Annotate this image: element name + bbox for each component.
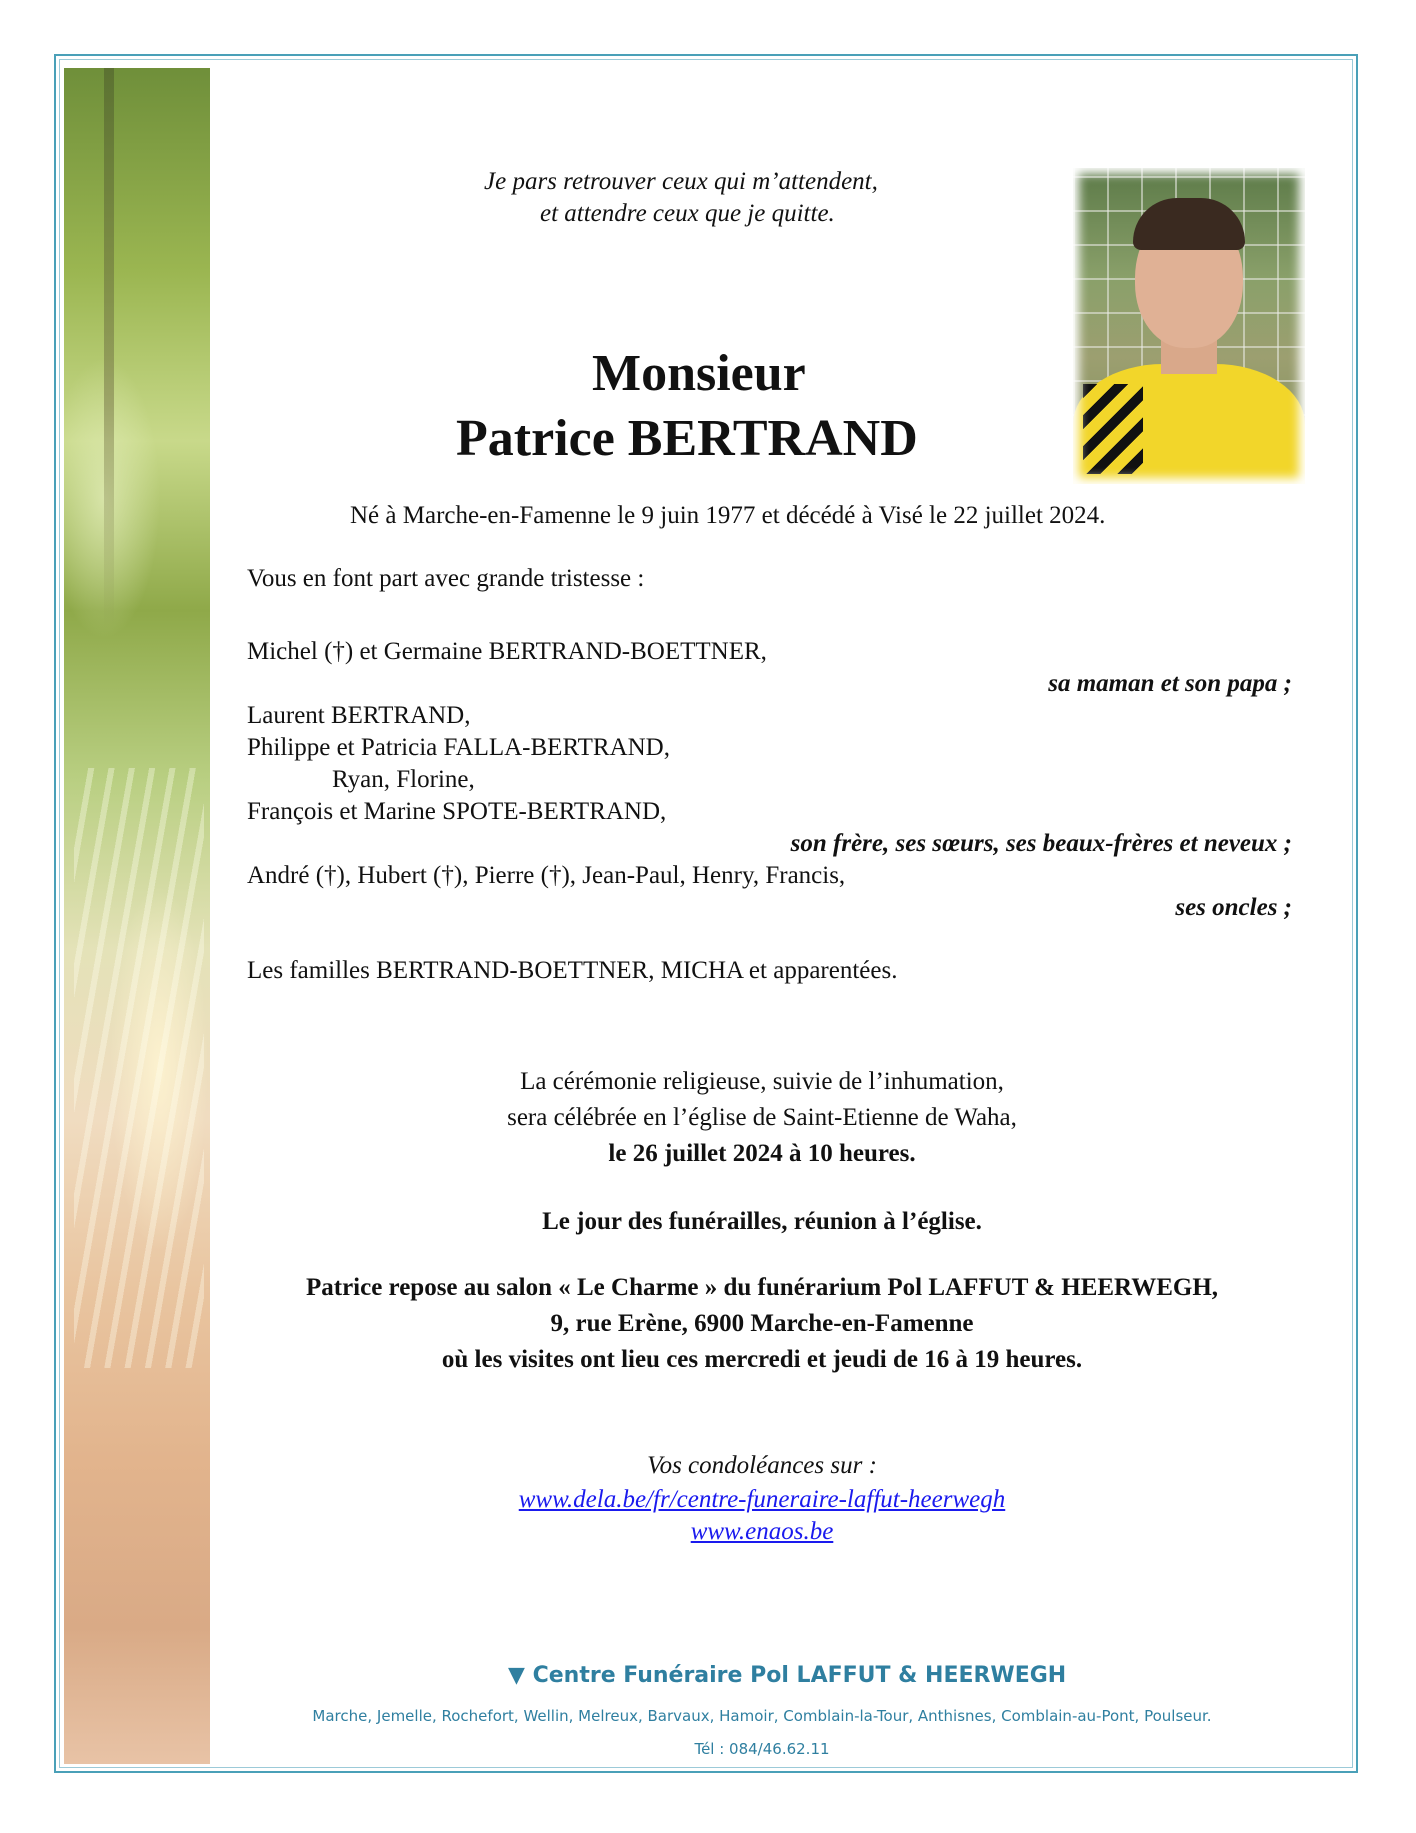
family-siblings-role: son frère, ses sœurs, ses beaux-frères et neveux ; (790, 830, 1292, 857)
family-uncles-role: ses oncles ; (1175, 894, 1292, 921)
portrait-photo (1073, 168, 1305, 484)
footer-company (508, 1660, 1066, 1692)
footer-company-name: Centre Funéraire Pol LAFFUT & HEERWEGH (532, 1663, 1067, 1688)
family-sibling-2: Philippe et Patricia FALLA-BERTRAND, (247, 734, 670, 761)
link-dela[interactable]: www.dela.be/fr/centre-funeraire-laffut-heerwegh (518, 1486, 1006, 1513)
family-uncles: André (†), Hubert (†), Pierre (†), Jean-Paul, Henry, Francis, (247, 862, 846, 889)
family-extended: Les familles BERTRAND-BOETTNER, MICHA et apparentées. (247, 957, 898, 984)
deceased-name: Patrice BERTRAND (456, 410, 918, 467)
funeral-meeting: Le jour des funérailles, réunion à l’église. (542, 1208, 982, 1235)
link-enaos[interactable]: www.enaos.be (690, 1518, 834, 1545)
photo-vignette (1073, 168, 1305, 484)
rest-address: 9, rue Erène, 6900 Marche-en-Famenne (550, 1310, 974, 1337)
family-sibling-1: Laurent BERTRAND, (247, 702, 471, 729)
title-honorific: Monsieur (592, 345, 806, 402)
epigraph-line-2: et attendre ceux que je quitte. (540, 200, 835, 227)
condolences-link-enaos (330, 1516, 1194, 1548)
ceremony-line-2: sera célébrée en l’église de Saint-Etienne de Waha, (507, 1104, 1017, 1131)
family-sibling-3: François et Marine SPOTE-BERTRAND, (247, 798, 667, 825)
tree-trunk (104, 68, 114, 628)
family-parents: Michel (†) et Germaine BERTRAND-BOETTNER, (247, 638, 767, 665)
footer-phone: Tél : 084/46.62.11 (694, 1740, 830, 1758)
birth-death-line: Né à Marche-en-Famenne le 9 juin 1977 et décédé à Visé le 22 juillet 2024. (350, 502, 1106, 529)
condolences-label: Vos condoléances sur : (647, 1452, 877, 1479)
family-parents-role: sa maman et son papa ; (1048, 670, 1292, 697)
decorative-forest-image (64, 68, 210, 1764)
footer-locations: Marche, Jemelle, Rochefort, Wellin, Melreux, Barvaux, Hamoir, Comblain-la-Tour, Anthisnes, Comblain-au-Pont, Poulseur. (312, 1707, 1212, 1725)
rest-location: Patrice repose au salon « Le Charme » du funérarium Pol LAFFUT & HEERWEGH, (305, 1274, 1219, 1301)
condolences-link-dela (330, 1484, 1194, 1516)
ceremony-line-1: La cérémonie religieuse, suivie de l’inhumation, (520, 1068, 1004, 1095)
sun-rays (74, 768, 204, 1368)
visiting-hours: où les visites ont lieu ces mercredi et jeudi de 16 à 19 heures. (441, 1346, 1083, 1373)
ceremony-date: le 26 juillet 2024 à 10 heures. (608, 1140, 916, 1167)
announcement-intro: Vous en font part avec grande tristesse : (247, 565, 645, 592)
family-nephews: Ryan, Florine, (332, 766, 475, 793)
triangle-down-icon: ▼ (508, 1663, 525, 1688)
epigraph-line-1: Je pars retrouver ceux qui m’attendent, (484, 168, 878, 195)
